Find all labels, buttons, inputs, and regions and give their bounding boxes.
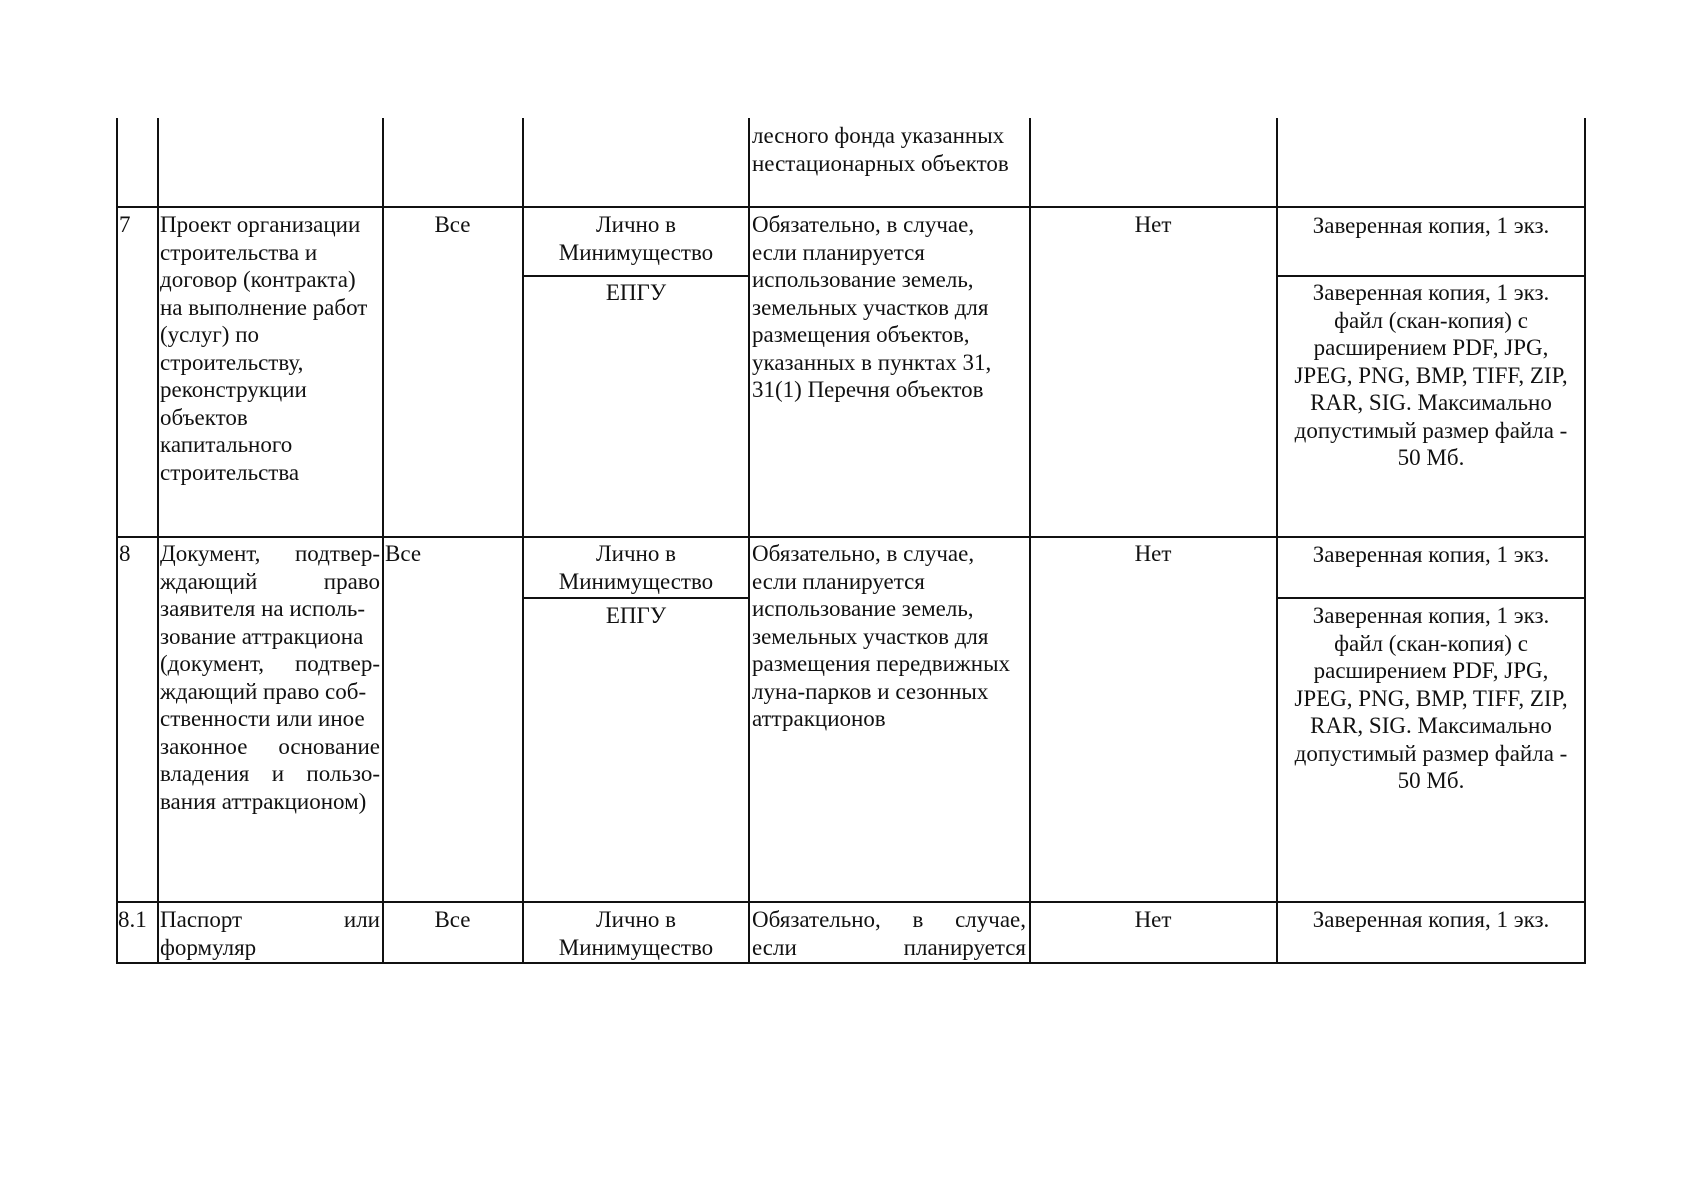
word: случае,	[955, 907, 1026, 932]
word: в	[912, 907, 924, 932]
word: заявителя на исполь-	[160, 596, 366, 621]
text-line	[160, 733, 380, 761]
text-line	[160, 788, 380, 816]
word: Паспорт	[160, 907, 243, 932]
word: вания аттракционом)	[160, 788, 367, 814]
word: ждающий	[160, 568, 258, 594]
row-number: 8.1	[118, 907, 147, 932]
self-obtain-cell: Нет	[1134, 907, 1172, 932]
document-name-cell: Проект организации строительства и договор (контракта) на выполнение работ (услуг) по строительству, реконструкции объектов капитального строительства	[160, 212, 368, 485]
row-number: 7	[119, 212, 131, 237]
form-in-person-cell: Заверенная копия, 1 экз.	[1312, 542, 1550, 567]
table-border	[157, 207, 159, 964]
table-border	[522, 118, 524, 207]
table-border	[382, 118, 384, 207]
table-border	[1276, 118, 1278, 207]
form-in-person-cell: Заверенная копия, 1 экз.	[1312, 213, 1550, 238]
table-border	[748, 118, 750, 207]
word: (документ,	[160, 651, 265, 676]
word: ственности или иное	[160, 706, 365, 731]
applicants-cell: Все	[434, 907, 471, 932]
submission-in-person-cell: Лично в Минимущество	[558, 907, 714, 960]
table-border	[157, 118, 159, 207]
text-line	[160, 623, 380, 651]
table-border	[116, 962, 1586, 964]
word: пользо-	[306, 761, 380, 786]
table-border	[1029, 118, 1031, 207]
table-border	[1584, 207, 1586, 964]
word: или	[343, 907, 380, 932]
conditions-cell: Обязательно, в случае, если планируется использование земель, земельных участков для размещения объектов, указанных в пунктах 31, 31(1) Перечня объектов	[752, 212, 992, 402]
table-border	[1584, 118, 1586, 207]
continuation-conditions-cell: лесного фонда указанных нестационарных объектов	[752, 123, 1009, 176]
self-obtain-cell: Нет	[1134, 541, 1172, 566]
table-border	[382, 207, 384, 964]
word: если	[752, 934, 797, 960]
text-line	[160, 906, 380, 934]
submission-online-cell: ЕПГУ	[605, 603, 667, 628]
form-in-person-cell: Заверенная копия, 1 экз.	[1312, 907, 1550, 932]
table-border	[1276, 597, 1586, 599]
table-border	[522, 275, 750, 277]
submission-online-cell: ЕПГУ	[605, 280, 667, 305]
word: формуляр	[160, 934, 257, 960]
text-line	[160, 595, 380, 623]
word: зование аттракциона	[160, 623, 364, 649]
applicants-cell: Все	[434, 212, 471, 237]
form-online-cell: Заверенная копия, 1 экз. файл (скан-копия) с расширением PDF, JPG, JPEG, PNG, BMP, TIFF, ZIP, RAR, SIG. Максимально допустимый размер файла - 50 Мб.	[1294, 603, 1568, 793]
word: законное	[160, 733, 248, 759]
self-obtain-cell: Нет	[1134, 212, 1172, 237]
conditions-cell: Обязательно, в случае, если планируется использование земель, земельных участков для размещения передвижных луна-парков и сезонных аттракционов	[752, 541, 1011, 731]
word: Документ,	[160, 541, 261, 566]
table-border	[116, 206, 1586, 208]
text-line	[160, 568, 380, 596]
word: и	[271, 761, 285, 786]
word: планируется	[903, 934, 1026, 960]
conditions-cell	[752, 906, 1026, 961]
text-line	[160, 678, 380, 706]
table-border	[748, 207, 750, 964]
submission-in-person-cell: Лично в Минимущество	[558, 212, 714, 265]
text-line	[160, 650, 380, 678]
document-name-cell	[160, 540, 380, 815]
word: основание	[278, 733, 380, 759]
text-line	[160, 760, 380, 788]
form-online-cell: Заверенная копия, 1 экз. файл (скан-копия) с расширением PDF, JPG, JPEG, PNG, BMP, TIFF, ZIP, RAR, SIG. Максимально допустимый размер файла - 50 Мб.	[1294, 280, 1568, 470]
applicants-cell: Все	[385, 541, 422, 566]
table-border	[1276, 275, 1586, 277]
table-border	[116, 536, 1586, 538]
word: Обязательно,	[752, 907, 881, 932]
word: подтвер-	[295, 651, 380, 676]
word: владения	[160, 761, 250, 786]
word: подтвер-	[295, 541, 380, 566]
text-line	[752, 934, 1026, 962]
document-name-cell	[160, 906, 380, 961]
text-line	[752, 906, 1026, 934]
table-border	[1029, 207, 1031, 964]
table-border	[522, 597, 750, 599]
text-line	[160, 934, 380, 962]
table-border	[116, 207, 118, 964]
text-line	[160, 540, 380, 568]
text-line	[160, 705, 380, 733]
word: ждающий право соб-	[160, 678, 367, 704]
table-border	[116, 901, 1586, 903]
word: право	[323, 568, 380, 594]
row-number: 8	[119, 541, 131, 566]
submission-in-person-cell: Лично в Минимущество	[558, 541, 714, 594]
table-border	[116, 118, 118, 207]
